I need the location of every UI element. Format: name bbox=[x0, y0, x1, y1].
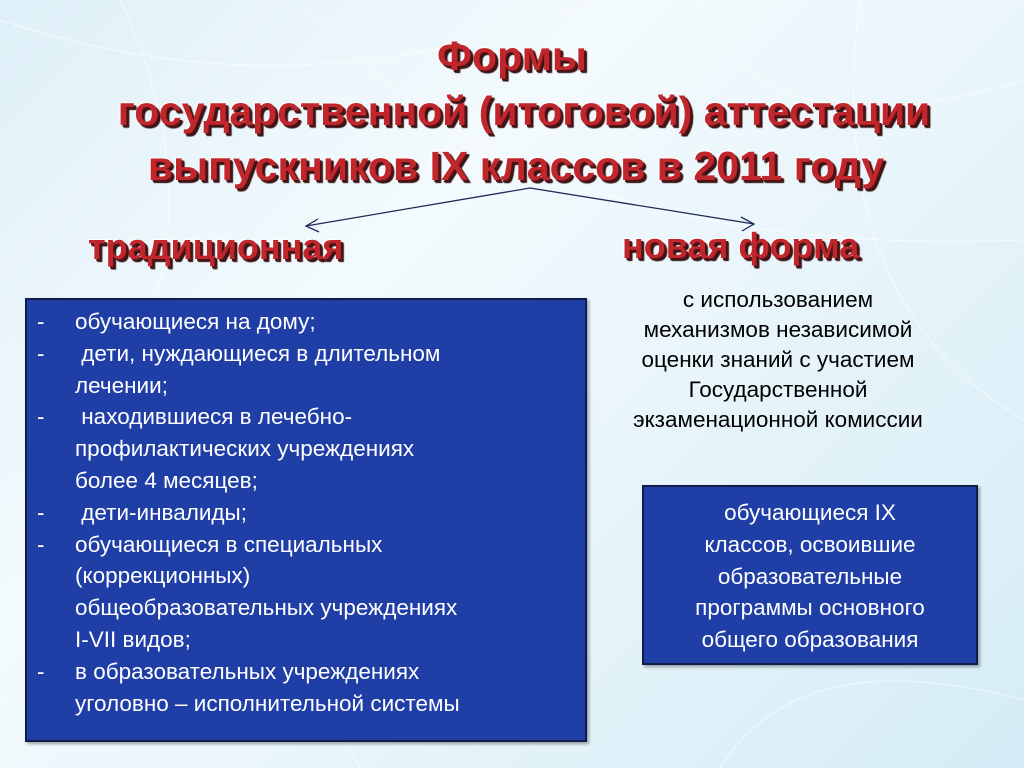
traditional-eligibility-box bbox=[25, 298, 587, 742]
list-dash: - bbox=[37, 309, 45, 334]
slide-title-line-2: государственной (итоговой) аттестации bbox=[117, 88, 931, 134]
list-item bbox=[35, 656, 581, 720]
description-line: Государственной bbox=[688, 377, 868, 402]
list-item-text: в образовательных учреждениях bbox=[75, 658, 420, 684]
box-text-line: обучающиеся IX bbox=[724, 500, 896, 525]
description-line: экзаменационной комиссии bbox=[633, 407, 923, 432]
box-text-line: образовательные bbox=[717, 563, 903, 589]
list-item-text: дети, нуждающиеся в длительном bbox=[75, 340, 441, 366]
new-form-heading: новая форма bbox=[622, 225, 860, 266]
list-item-text: обучающиеся в специальных bbox=[75, 531, 383, 557]
list-item-text: находившиеся в лечебно- bbox=[75, 404, 353, 430]
box-text-line: общего образования bbox=[701, 627, 919, 653]
list-item bbox=[35, 401, 581, 496]
list-item-text: лечении; bbox=[75, 372, 168, 398]
list-item-text: профилактических учреждениях bbox=[75, 436, 415, 462]
list-item-text: дети-инвалиды; bbox=[75, 499, 247, 525]
list-item-text: более 4 месяцев; bbox=[75, 467, 258, 493]
new-form-eligibility-box bbox=[642, 485, 978, 665]
list-dash: - bbox=[37, 499, 45, 525]
description-line: механизмов независимой bbox=[643, 317, 913, 342]
list-dash: - bbox=[37, 658, 45, 684]
list-item-text: обучающиеся на дому; bbox=[75, 309, 316, 334]
list-item-text: уголовно – исполнительной системы bbox=[75, 690, 460, 716]
new-form-description bbox=[590, 285, 966, 435]
traditional-form-heading: традиционная bbox=[88, 226, 344, 267]
list-dash: - bbox=[37, 531, 45, 557]
list-item bbox=[35, 306, 581, 338]
list-dash: - bbox=[37, 340, 45, 366]
description-line: оценки знаний с участием bbox=[641, 347, 915, 372]
list-item-text: общеобразовательных учреждениях bbox=[75, 595, 458, 621]
slide-title-line-1: Формы bbox=[437, 33, 587, 79]
box-text-line: программы основного bbox=[695, 595, 925, 621]
list-item-text: I-VII видов; bbox=[75, 626, 191, 652]
slide-title-line-3: выпускников IX классов в 2011 году bbox=[147, 143, 885, 189]
traditional-eligibility-list bbox=[35, 306, 581, 719]
list-item bbox=[35, 529, 581, 656]
list-item bbox=[35, 338, 581, 402]
description-line: с использованием bbox=[682, 287, 874, 312]
list-item bbox=[35, 497, 581, 529]
list-dash: - bbox=[37, 404, 45, 430]
box-text-line: классов, освоившие bbox=[704, 531, 916, 557]
list-item-text: (коррекционных) bbox=[75, 563, 251, 589]
